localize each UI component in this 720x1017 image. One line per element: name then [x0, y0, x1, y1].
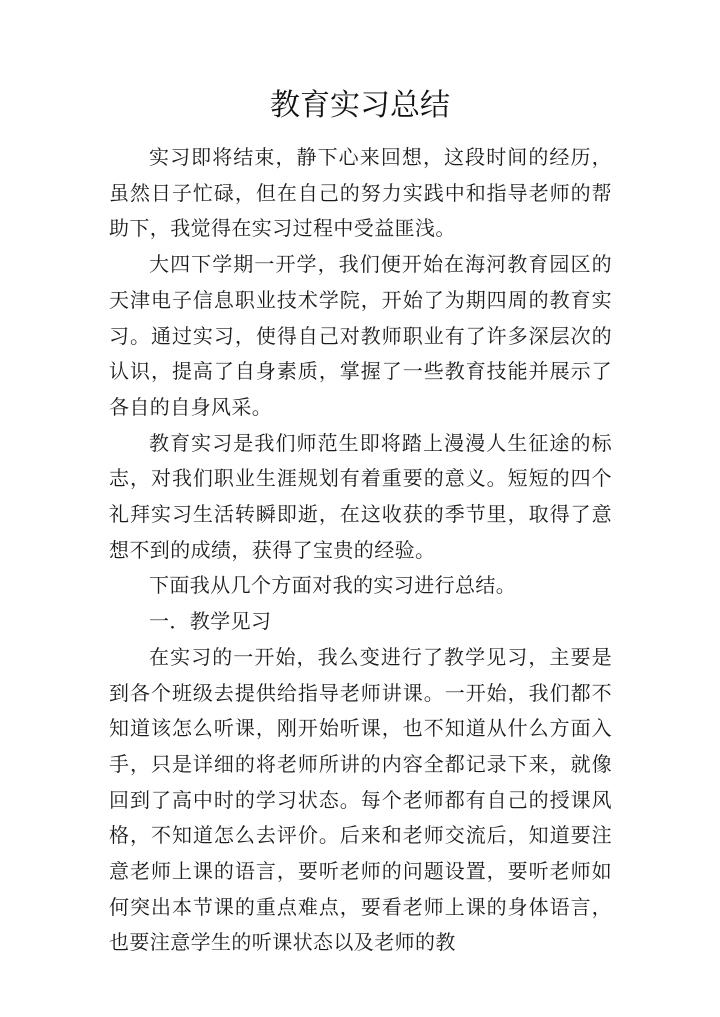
document-body	[109, 140, 612, 961]
paragraph-intro: 实习即将结束，静下心来回想，这段时间的经历，虽然日子忙碌，但在自己的努力实践中和指导老师的帮助下，我觉得在实习过程中受益匪浅。	[109, 145, 612, 241]
paragraph-overview: 下面我从几个方面对我的实习进行总结。	[149, 573, 517, 598]
paragraph-significance: 教育实习是我们师范生即将踏上漫漫人生征途的标志，对我们职业生涯规划有着重要的意义。短短的四个礼拜实习生活转瞬即逝，在这收获的季节里，取得了意想不到的成绩，获得了宝贵的经验。	[109, 430, 612, 562]
paragraph-internship-start: 大四下学期一开学，我们便开始在海河教育园区的天津电子信息职业技术学院，开始了为期四周的教育实习。通过实习，使得自己对教师职业有了许多深层次的认识，提高了自身素质，掌握了一些教育技能并展示了各自的自身风采。	[109, 252, 612, 419]
paragraph-teaching-observation: 在实习的一开始，我么变进行了教学见习，主要是到各个班级去提供给指导老师讲课。一开始，我们都不知道该怎么听课，刚开始听课，也不知道从什么方面入手，只是详细的将老师所讲的内容全都记录下来，就像回到了高中时的学习状态。每个老师都有自己的授课风格，不知道怎么去评价。后来和老师交流后，知道要注意老师上课的语言，要听老师的问题设置，要听老师如何突出本节课的重点难点，要看老师上课的身体语言，也要注意学生的听课状态以及老师的教	[109, 644, 612, 955]
document-title: 教育实习总结	[270, 88, 450, 123]
section-heading-teaching-observation: 一．教学见习	[149, 609, 272, 634]
